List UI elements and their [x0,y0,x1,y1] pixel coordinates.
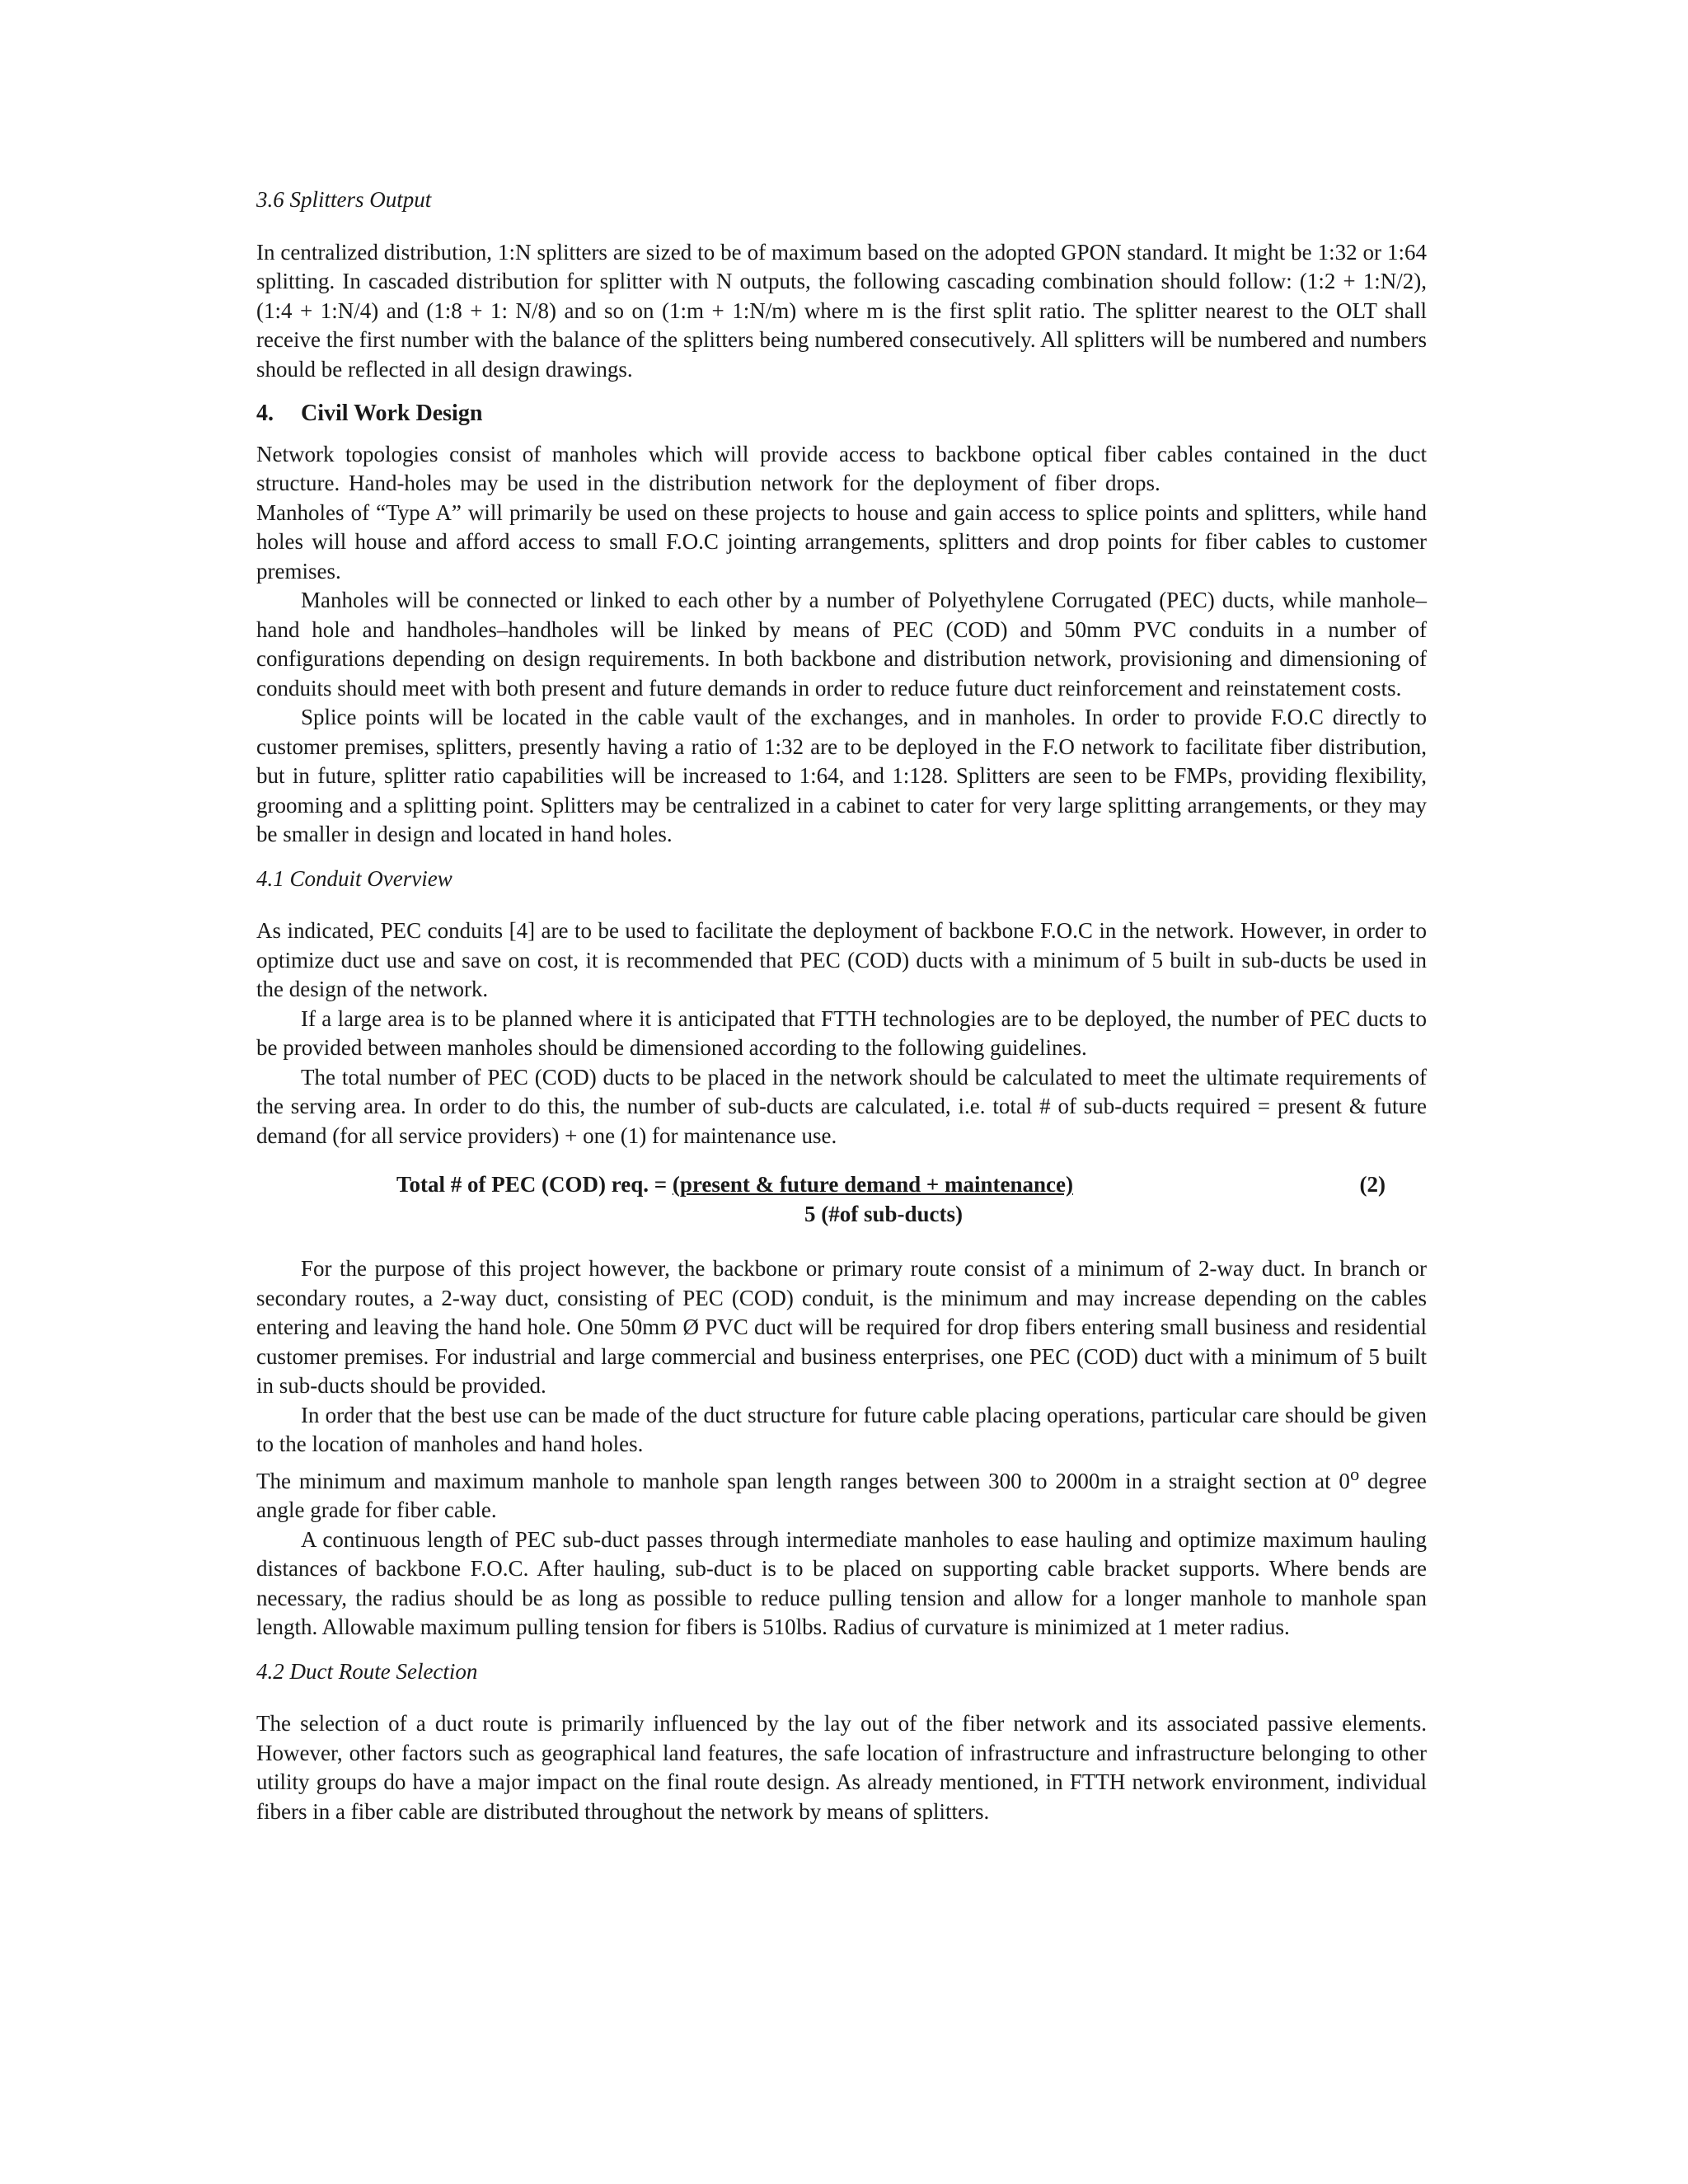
section-4-1-paragraph-5: In order that the best use can be made of the duct structure for future cable placing operations, particular care should be given to the location of manholes and hand holes. [256,1402,1427,1456]
section-4-2-heading: 4.2 Duct Route Selection [256,1658,478,1684]
section-4-paragraph-3: Manholes will be connected or linked to each other by a number of Polyethylene Corrugated (PEC) ducts, while manhole–hand hole and handholes–handholes will be linked by means of PEC (COD) and 50mm PVC conduits in a number of configurations depending on design requirements. In both backbone and distribution network, provisioning and dimensioning of conduits should meet with both present and future demands in order to reduce future duct reinforcement and reinstatement costs. [256,588,1427,701]
section-4-1-paragraph-1: As indicated, PEC conduits [4] are to be used to facilitate the deployment of backbone F.O.C in the network. However, in order to optimize duct use and save on cost, it is recommended that PEC (COD) ducts with a minimum of 5 built in sub-ducts be used in the design of the network. [256,918,1427,1001]
section-4-paragraph-1: Network topologies consist of manholes which will provide access to backbone optical fiber cables contained in the duct structure. Hand-holes may be used in the distribution network for the deployment of fiber drops. [256,441,1427,495]
section-4-number: 4. [256,401,274,426]
section-3-6-paragraph: In centralized distribution, 1:N splitters are sized to be of maximum based on the adopted GPON standard. It might be 1:32 or 1:64 splitting. In cascaded distribution for splitter with N outputs, the following cascading combination should follow: (1:2 + 1:N/2), (1:4 + 1:N/4) and (1:8 + 1: N/8) and so on (1:m + 1:N/m) where m is the first split ratio. The splitter nearest to the OLT shall receive the first number with the balance of the splitters being numbered consecutively. All splitters will be numbered and numbers should be reflected in all design drawings. [256,239,1427,382]
equation-lhs: Total # of PEC (COD) req. = [396,1172,673,1197]
equation-2 [256,1170,1427,1230]
section-4-paragraph-4: Splice points will be located in the cable vault of the exchanges, and in manholes. In order to provide F.O.C directly to customer premises, splitters, presently having a ratio of 1:32 are to be deployed in the F.O network to facilitate fiber distribution, but in future, splitter ratio capabilities will be increased to 1:64, and 1:128. Splitters are seen to be FMPs, providing flexibility, grooming and a splitting point. Splitters may be centralized in a cabinet to cater for very large splitting arrangements, or they may be smaller in design and located in hand holes. [256,705,1427,846]
equation-line [396,1170,1073,1200]
degree-superscript: o [1349,1463,1360,1484]
equation-denominator: 5 (#of sub-ducts) [804,1202,964,1226]
section-4-1-paragraph-7: A continuous length of PEC sub-duct passes through intermediate manholes to ease hauling and optimize maximum hauling distances of backbone F.O.C. After hauling, sub-duct is to be placed on supporting cable bracket supports. Where bends are necessary, the radius should be as long as possible to reduce pulling tension and allow for a longer manhole to manhole span length. Allowable maximum pulling tension for fibers is 510lbs. Radius of curvature is minimized at 1 meter radius. [256,1526,1427,1639]
equation-number: (2) [1359,1172,1386,1197]
section-4-1-paragraph-4: For the purpose of this project however, the backbone or primary route consist of a minimum of 2-way duct. In branch or secondary routes, a 2-way duct, consisting of PEC (COD) conduit, is the minimum and may increase depending on the cables entering and leaving the hand hole. One 50mm Ø PVC duct will be required for drop fibers entering small business and residential customer premises. For industrial and large commercial and business enterprises, one PEC (COD) duct with a minimum of 5 built in sub-ducts should be provided. [256,1256,1427,1398]
section-4-1-paragraph-2: If a large area is to be planned where it is anticipated that FTTH technologies are to be deployed, the number of PEC ducts to be provided between manholes should be dimensioned according to the following guidelines. [256,1005,1427,1060]
section-4-1-paragraph-6 [256,1460,1427,1526]
section-4-2-paragraph-1: The selection of a duct route is primarily influenced by the lay out of the fiber network and its associated passive elements. However, other factors such as geographical land features, the safe location of infrastructure and infrastructure belonging to other utility groups do have a major impact on the final route design. As already mentioned, in FTTH network environment, individual fibers in a fiber cable are distributed throughout the network by means of splitters. [256,1711,1427,1824]
span-length-text-end: degree angle grade for fiber cable. [256,1468,1427,1522]
section-4-title: Civil Work Design [301,401,483,426]
span-length-text: The minimum and maximum manhole to manhole span length ranges between 300 to 2000m in a straight section at 0 [256,1468,1350,1493]
section-3-6-heading: 3.6 Splitters Output [256,187,432,212]
section-4-1-paragraph-3: The total number of PEC (COD) ducts to be placed in the network should be calculated to meet the ultimate requirements of the serving area. In order to do this, the number of sub-ducts are calculated, i.e. total # of sub-ducts required = present & future demand (for all service providers) + one (1) for maintenance use. [256,1064,1427,1148]
document-page [256,185,1427,1826]
section-4-1-heading: 4.1 Conduit Overview [256,865,452,891]
section-4-heading [256,399,1427,429]
equation-numerator: (present & future demand + maintenance) [672,1172,1073,1197]
section-4-paragraph-2: Manholes of “Type A” will primarily be used on these projects to house and gain access to splice points and splitters, while hand holes will house and afford access to small F.O.C jointing arrangements, splitters and drop points for fiber cables to customer premises. [256,499,1427,583]
